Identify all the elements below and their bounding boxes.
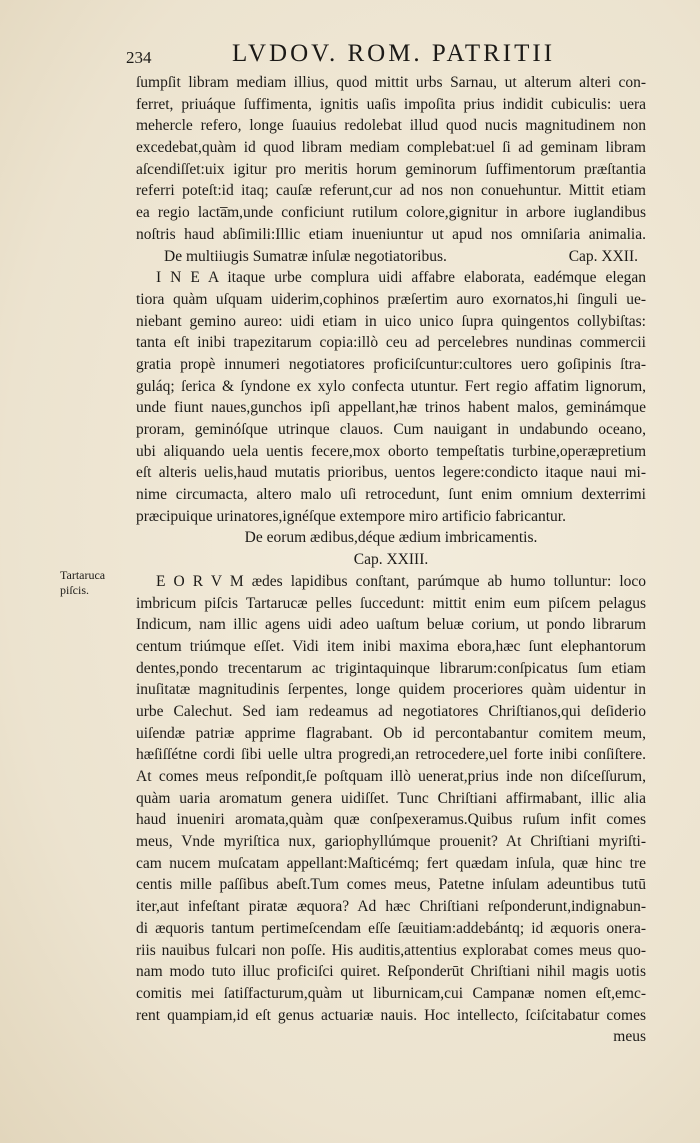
margin-note-line: piſcis. [60, 583, 89, 597]
text-line: At comes meus reſpondit,ſe poſtquam illò uenerat,prius inde non diſceſſurum, [136, 768, 646, 785]
text-line: guláq; ſerica & ſyndone ex xylo confecta utuntur. Fert regio affatim lignorum, [136, 377, 646, 395]
chapter-number: Cap. XXIII. [353, 551, 429, 569]
text-line: excedebat,quàm id quod libram mediam complebat:uel ſi ad geminam libram [136, 139, 646, 157]
page-number: 234 [126, 48, 152, 67]
chapter-title: De multiiugis Sumatræ inſulæ negotiatoribus. [164, 247, 447, 265]
text-line: urbe Calechut. Sed iam redeamus ad negotiatores Chriſtianos,qui deſiderio [136, 702, 646, 720]
text-line: cam nucem muſcatam appellant:Maſticémq; fert quædam inſula, quæ hinc tre [136, 854, 646, 872]
text-line: nime circumacta, altero malo uſi retrocedunt, ſunt enim omnium dexterrimi [136, 486, 646, 504]
text-line: unde fiunt naues,gunchos ipſi appellant,hæ trinos habent malos, geminámque [136, 399, 646, 417]
text-line: haud inueniri aromata,quàm quæ conſpexeramus.Quibus ruſum infit comes [136, 811, 646, 829]
text-line: di æquoris tantum pertimeſcendam eſſe ſæuitiam:addebántq; id æquoris onera- [136, 919, 646, 937]
text-line: mehercle refero, longe ſuauius redolebat illud quod nucis magnitudinem non [136, 117, 646, 135]
text-line: noſtris haud abſimili:Illic etiam inueniuntur ut apud nos omniſaria animalia. [136, 225, 646, 243]
text-line: riis nauibus fulcari non poſſe. His auditis,attentius explorabat comes meus quo- [136, 941, 646, 959]
text-line: aſcendiſſet:uix igitur pro meritis horum geminorum ſuffimentorum præſtantia [136, 160, 646, 178]
chapter-number: Cap. XXII. [568, 247, 638, 265]
text-line: quàm uaria aromatum genera uidiſſet. Tunc Chriſtiani affirmabant, illic alia [136, 789, 646, 807]
text-line: uiſendæ patriæ apprime flagrabant. Ob id percontabantur comitem meum, [136, 724, 646, 742]
text-line: tanta eſt inibi trapezitarum copia:illò ceu ad percelebres nundinas commercii [136, 334, 646, 352]
text-line: ubi aliquando uela uentis fecere,mox oborto tempeſtatis turbine,operæpretium [136, 442, 646, 460]
text-line: iter,aut infeſtant piratæ æquora? Ad hæc Chriſtiani reſponderunt,indignabun- [136, 898, 646, 916]
text-line: comitis mei ſatiſfacturum,quàm ut liburnicam,cui Campanæ nomen eſt,emc- [136, 984, 646, 1002]
text-line: tiora quàm uſquam uiderim,cophinos præſertim auro exornatos,hi ſinguli ue- [136, 290, 646, 308]
text-line: niebant gemino aureo: uidi etiam in uico unico ſupra quingentos collybiſtas: [136, 312, 646, 330]
chapter-heading [136, 246, 646, 268]
catchword: meus [613, 1028, 646, 1046]
text-line: meus, Vnde myriſtica nux, gariophyllúmque prouenit? At Chriſtiani myriſti- [136, 833, 646, 851]
text-line: centis mille paſſibus abeſt.Tum comes meus, Patetne inſulam adeuntibus tutū [136, 876, 646, 894]
text-line: inuſitatæ magnitudinis ſerpentes, longe quidem proceriores quàm uidentur in [136, 681, 646, 699]
text-line: ea regio lacta̅m,unde conficiunt rutilum colore,gignitur in arbore iuglandibus [136, 204, 646, 222]
text-line: hæſiſſétne cordi ſibi uelle ultra progredi,an retrocedere,uel forte inibi conſiſtere. [136, 746, 646, 764]
text-line: nam modo tuto illuc proficiſci quiret. Reſponderūt Chriſtiani nihil magis uotis [136, 963, 646, 981]
running-head: LVDOV. ROM. PATRITII [232, 40, 556, 67]
text-line: rent quampiam,id eſt genus actuariæ nauis. Hoc intellecto, ſciſcitabatur comes [136, 1006, 646, 1024]
margin-note-line: Tartaruca [60, 568, 106, 582]
text-line: I N E A itaque urbe complura uidi affabre elaborata, eadémque elegan [156, 269, 646, 287]
text-line: centum triúmque eſſet. Vidi item inibi maxima ebora,hæc ſunt elephantorum [136, 637, 646, 655]
text-line: præcipuique urinatores,ignéſque extempore miro artificio fabricantur. [136, 507, 566, 525]
text-line: E O R V M ædes lapidibus conſtant, parúmque ab humo tolluntur: loco [156, 572, 646, 590]
text-line: imbricum piſcis Tartarucæ pelles ſuccedunt: mittit enim eum piſcem pelagus [136, 594, 646, 612]
text-line: referri poteſt:id itaq; cauſæ referunt,cur ad nos non conuehuntur. Mittit etiam [136, 182, 646, 200]
margin-note [60, 568, 130, 598]
text-line: ſumpſit libram mediam illius, quod mittit urbs Sarnau, ut alterum alteri con- [136, 74, 646, 91]
text-line: ferret, priuáque ſuffimenta, ignitis uaſis impoſita prius indidit cubiculis: uera [136, 95, 646, 113]
text-line: eſt alteris uelis,haud mutatis prioribus, uentos legere:condicto itaque naui mi- [136, 464, 646, 482]
text-line: gratia propè innumeri negotiatores proficiſcuntur:cultores uero goſipinis ſtra- [136, 355, 646, 373]
page-header [120, 40, 640, 70]
chapter-title: De eorum ædibus,déque ædium imbricamentis. [244, 529, 538, 547]
text-line: proram, geminóſque utrinque clauos. Cum nauigant in undabundo oceano, [136, 421, 646, 438]
text-line: dentes,pondo trecentarum ac trigintaquinque librarum:conſpicatus ſum etiam [136, 659, 646, 677]
body-text [136, 72, 646, 1048]
text-line: Indicum, nam illic agens uidi adeo uaſtum beluæ corium, ut pondo librarum [136, 616, 646, 634]
